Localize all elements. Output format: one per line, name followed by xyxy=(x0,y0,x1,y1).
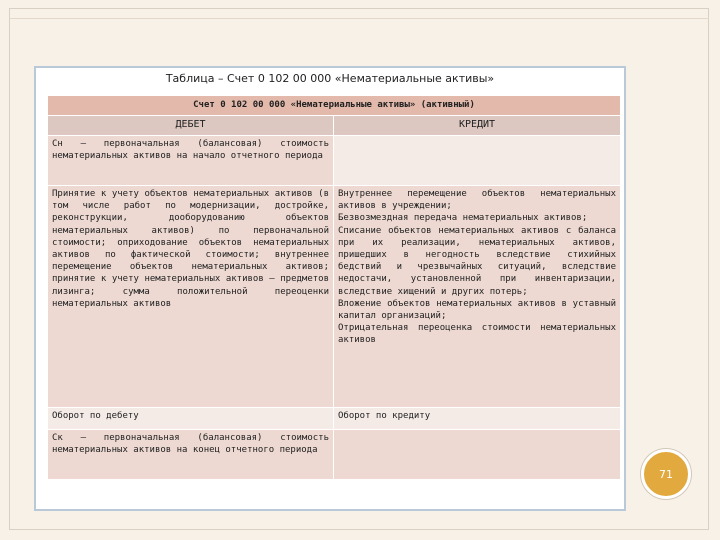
opening-balance-cell: Сн – первоначальная (балансовая) стоимость нематериальных активов на начало отчетного периода xyxy=(48,136,334,186)
top-rule xyxy=(9,18,709,19)
credit-entry: Списание объектов нематериальных активов с баланса при их реализации, нематериальных активов, пришедших в негодность вследствие стихийных бедствий и чрезвычайных ситуаций, вследствие недостачи, установленной при инвентаризации, вследствие хищений и других потерь; xyxy=(338,225,617,297)
table-header: Счет 0 102 00 000 «Нематериальные активы» (активный) xyxy=(48,96,621,116)
closing-balance-row xyxy=(48,430,621,480)
page-number-badge: 71 xyxy=(641,449,691,499)
table-caption: Таблица – Счет 0 102 00 000 «Нематериальные активы» xyxy=(165,72,495,85)
closing-balance-cell: Ск – первоначальная (балансовая) стоимость нематериальных активов на конец отчетного периода xyxy=(48,430,334,480)
account-table xyxy=(47,95,621,480)
credit-entries-cell xyxy=(334,186,621,408)
credit-entry: Внутреннее перемещение объектов нематериальных активов в учреждении; xyxy=(338,189,617,212)
debit-turnover-cell: Оборот по дебету xyxy=(48,408,334,430)
opening-balance-row xyxy=(48,136,621,186)
turnover-row xyxy=(48,408,621,430)
credit-entry: Вложение объектов нематериальных активов в уставный капитал организаций; xyxy=(338,298,617,322)
credit-entry: Отрицательная переоценка стоимости нематериальных активов xyxy=(338,323,617,346)
table-header-row xyxy=(48,96,621,116)
debit-entries-cell: Принятие к учету объектов нематериальных активов (в том числе работ по модернизации, достройке, реконструкции, дооборудованию объектов нематериальных активов) по первоначальной стоимости; оприходование объектов нематериальных активов по фактической стоимости; внутреннее перемещение объектов нематериальных активов; принятие к учету нематериальных активов – предметов лизинга; сумма положительной переоценки нематериальных активов xyxy=(48,186,334,408)
column-header-row xyxy=(48,116,621,136)
opening-balance-empty-cell xyxy=(334,136,621,186)
entries-row xyxy=(48,186,621,408)
credit-column-header: КРЕДИТ xyxy=(334,116,621,136)
closing-balance-empty-cell xyxy=(334,430,621,480)
debit-column-header: ДЕБЕТ xyxy=(48,116,334,136)
credit-entry: Безвозмездная передача нематериальных активов; xyxy=(338,213,588,224)
credit-turnover-cell: Оборот по кредиту xyxy=(334,408,621,430)
